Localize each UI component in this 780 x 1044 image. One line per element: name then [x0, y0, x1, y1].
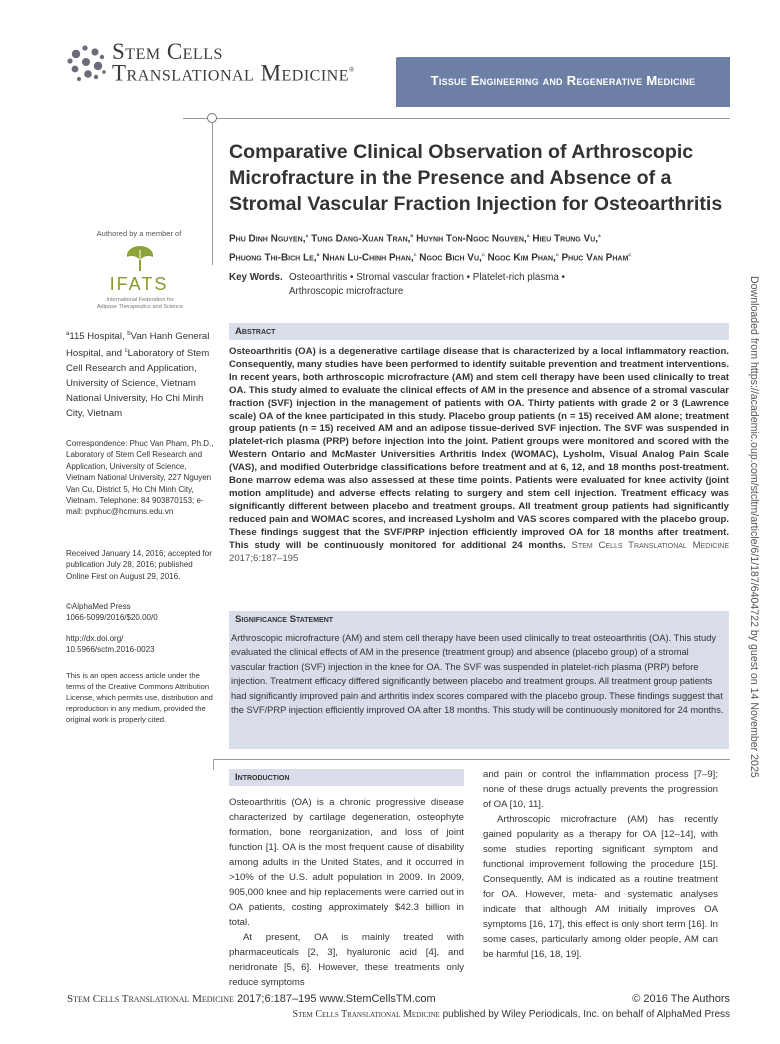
- publisher-line: [190, 1009, 730, 1020]
- author-name: Hieu Trung Vu,: [529, 233, 599, 245]
- author-name: Nhan Lu-Chinh Phan,: [319, 252, 414, 264]
- introduction-heading: Introduction: [235, 772, 290, 783]
- copyright-line2: 1066-5099/2016/$20.00/0: [66, 613, 158, 623]
- keywords-line2: Arthroscopic microfracture: [289, 286, 404, 297]
- author-affiliation-sup: c: [628, 252, 632, 259]
- ifats-logo-text: IFATS: [109, 274, 169, 294]
- author-affiliation-sup: c: [481, 252, 485, 259]
- intro-paragraph-2: At present, OA is mainly treated with pharmaceuticals [2, 3], hyaluronic acid [4], and neridronate [5, 6]. However, these treatments only reduce symptoms: [229, 932, 464, 988]
- author-affiliation-sup: a: [526, 233, 530, 239]
- intro-paragraph-1: Osteoarthritis (OA) is a chronic progressive disease characterized by cartilage degeneration, osteophyte formation, bone reorganization, and loss of joint function [1]. OA is the most frequent cause of disability among adults in the United States, and it occurred in >10% of the U.S. adult population in 2009. In 2009, 905,000 knee and hip replacements were carried out in OA patients, costing approximately $42.3 billion in total.: [229, 797, 464, 928]
- abstract-citation: Stem Cells Translational Medicine 2017;6:187–195: [229, 539, 729, 564]
- author-name: Ngoc Bich Vu,: [416, 252, 482, 264]
- body-rule: [213, 759, 730, 760]
- doi-line2[interactable]: 10.5966/sctm.2016-0023: [66, 645, 155, 655]
- ifats-subtitle-line1: International Federation for: [106, 297, 174, 303]
- body-column-left: [229, 795, 464, 990]
- intro-paragraph-4: Arthroscopic microfracture (AM) has recently gained popularity as a therapy for OA [12–14], with some studies reporting significant symptom and functional improvement following the procedure [15]. Consequently, AM is indicated as a routine treatment for OA. However, meta- and systematic analyses indicate that although AM initially improves OA symptoms [16, 17], this effect is only short term [16]. In some cases, particularly among older people, AM can be harmful [16, 18, 19].: [483, 814, 718, 960]
- article-title: Comparative Clinical Observation of Arthroscopic Microfracture in the Presence and Absence of a Stromal Vascular Fraction Injection for Osteoarthritis: [229, 141, 723, 215]
- journal-name-line2: [112, 60, 355, 86]
- copyright-line1: ©AlphaMed Press: [66, 602, 131, 611]
- footer-citation: 2017;6:187–195: [233, 993, 320, 1005]
- correspondence: Correspondence: Phuc Van Pham, Ph.D., Laboratory of Stem Cell Research and Application, University of Science, Vietnam National University, 227 Nguyen Van Cu, District 5, Ho Chi Minh City, Vietnam. Telephone: 84 903870153; e-mail: pvphuc@hcmuns.edu.vn: [66, 439, 214, 517]
- body-column-right: [483, 767, 718, 962]
- journal-name-line1: Stem Cells: [112, 39, 223, 64]
- author-name: Huynh Ton-Ngoc Nguyen,: [413, 233, 527, 245]
- abstract-heading: Abstract: [235, 326, 276, 337]
- keywords: [229, 271, 729, 297]
- abstract-heading-bar: [229, 323, 729, 340]
- author-line-2: [229, 247, 729, 266]
- significance-body: Arthroscopic microfracture (AM) and stem cell therapy have been used clinically to treat osteoarthritis (OA). This study evaluated the clinical effects of AM in the presence (treatment group) and absence (placebo group) of a stromal vascular fraction (SVF) injection in the knee for OA. The SVF was suspended in platelet-rich plasma (PRP) before injection. Treatment efficacy differed significantly between placebo and treatment groups. All treatment group patients had significantly improved pain and arthritis index scores compared with the placebo group. These findings suggest that the SVF/PRP injection efficiently improved OA after 18 months. This study will be continuously monitored for 24 months.: [231, 633, 724, 716]
- page-footer: [67, 993, 730, 1005]
- section-banner: [396, 57, 730, 107]
- affiliation-sup-c: c: [124, 348, 128, 355]
- author-affiliation-sup: c: [555, 252, 559, 259]
- section-title: Tissue Engineering and Regenerative Medicine: [430, 73, 696, 88]
- affiliation-c: Laboratory of Stem Cell Research and Application, University of Science, Vietnam National University, Ho Chi Minh City, Vietnam: [66, 348, 210, 420]
- author-affiliation-sup: b: [410, 233, 414, 239]
- footer-copyright: © 2016 The Authors: [632, 993, 730, 1005]
- download-watermark: [748, 276, 760, 796]
- affiliation-a: 115 Hospital,: [69, 331, 128, 343]
- copyright-block: [66, 601, 214, 624]
- keywords-line1: Osteoarthritis • Stromal vascular fraction • Platelet-rich plasma •: [289, 272, 565, 283]
- authored-by-label: Authored by a member of: [96, 229, 182, 238]
- ifats-subtitle: [70, 297, 210, 311]
- publisher-text: published by Wiley Periodicals, Inc. on behalf of AlphaMed Press: [439, 1009, 730, 1020]
- author-affiliation-sup: a: [305, 233, 309, 239]
- publisher-journal: Stem Cells Translational Medicine: [292, 1009, 440, 1020]
- author-name: Phu Dinh Nguyen,: [229, 233, 306, 245]
- abstract-body: [229, 346, 729, 565]
- watermark-text: Downloaded from https://academic.oup.com/stcltm/article/6/1/187/6404722 by guest on 14 November 2025: [748, 276, 760, 778]
- author-affiliation-sup: a: [598, 233, 601, 239]
- abstract-text: Osteoarthritis (OA) is a degenerative cartilage disease that is characterized by a local inflammatory reaction. Consequently, many studies have been performed to identify suitable prevention and treatment interventions. In recent years, both arthroscopic microfracture (AM) and stem cell therapy have been used clinically to treat OA. This study aimed to evaluate the clinical effects of AM in the presence and absence of a stromal vascular fraction (SVF) injection in the management of patients with OA. Thirty patients with grade 2 or 3 (Lawrence scale) OA of the knee participated in this study. Placebo group patients (n = 15) received AM alone; treatment group patients (n = 15) received AM and an adipose tissue-derived SVF injection. The SVF was suspended in platelet-rich plasma (PRP) before injection into the joint. Patient groups were monitored and scored with the Western Ontario and McMaster Universities Arthritis Index (WOMAC), Lysholm, Visual Analog Pain Scale (VAS), and modified Outerbridge classifications before treatment and at 6, 12, and 18 months post-treatment. Bone marrow edema was also assessed at these time points. Patients were evaluated for knee activity (joint motion amplitude) and adverse effects relating to surgery and stem cell injection. Treatment efficacy was significantly different between placebo and treatment groups. All treatment group patients had significantly reduced pain and WOMAC scores, and increased Lysholm and VAS scores compared with the placebo group. These findings suggest that the SVF/PRP injection efficiently improved OA for 18 months after treatment. This study will be continuously monitored for additional 24 months.: [229, 346, 729, 551]
- rule-ornament: [207, 113, 217, 123]
- body-side-rule: [213, 760, 214, 770]
- author-affiliation-sup: c: [413, 252, 417, 259]
- journal-logo-icon: [62, 38, 110, 86]
- author-name: Phuong Thi-Bich Le,: [229, 252, 317, 264]
- author-list: [229, 228, 729, 267]
- author-line-1: [229, 228, 729, 247]
- intro-paragraph-3: and pain or control the inflammation process [7–9]; none of these drugs actually prevents the progression of OA [10, 11].: [483, 769, 718, 810]
- author-name: Ngoc Kim Phan,: [484, 252, 556, 264]
- affiliation-sup-a: a: [66, 331, 70, 337]
- registered-mark: ®: [349, 66, 355, 74]
- footer-journal: Stem Cells Translational Medicine: [67, 993, 234, 1005]
- keywords-list: [289, 271, 619, 299]
- footer-website[interactable]: www.StemCellsTM.com: [319, 993, 436, 1005]
- affiliation-sup-b: b: [127, 331, 131, 337]
- significance-heading: Significance Statement: [235, 614, 334, 625]
- ifats-leaf-icon: [122, 242, 158, 272]
- affiliation-b: Van Hanh General Hospital, and: [66, 331, 210, 360]
- title-side-rule: [212, 123, 213, 265]
- author-name: Tung Dang-Xuan Tran,: [308, 233, 411, 245]
- affiliations: [66, 327, 214, 421]
- keywords-label: Key Words.: [229, 272, 283, 283]
- ifats-subtitle-line2: Adipose Therapeutics and Science: [96, 304, 184, 310]
- author-affiliation-sup: b: [316, 252, 320, 259]
- received-dates: Received January 14, 2016; accepted for publication July 28, 2016; published Online First on August 29, 2016.: [66, 549, 212, 581]
- doi-line1[interactable]: http://dx.doi.org/: [66, 634, 124, 643]
- journal-name: [112, 39, 355, 86]
- header-rule: [183, 118, 730, 119]
- doi-link[interactable]: [66, 633, 214, 656]
- author-name: Phuc Van Pham: [558, 252, 629, 264]
- journal-name-line2-text: Translational Medicine: [112, 60, 350, 86]
- introduction-heading-bar: [229, 769, 464, 786]
- open-access-notice: This is an open access article under the terms of the Creative Commons Attribution License, which permits use, distribution and reproduction in any medium, provided the original work is properly cited.: [66, 671, 213, 724]
